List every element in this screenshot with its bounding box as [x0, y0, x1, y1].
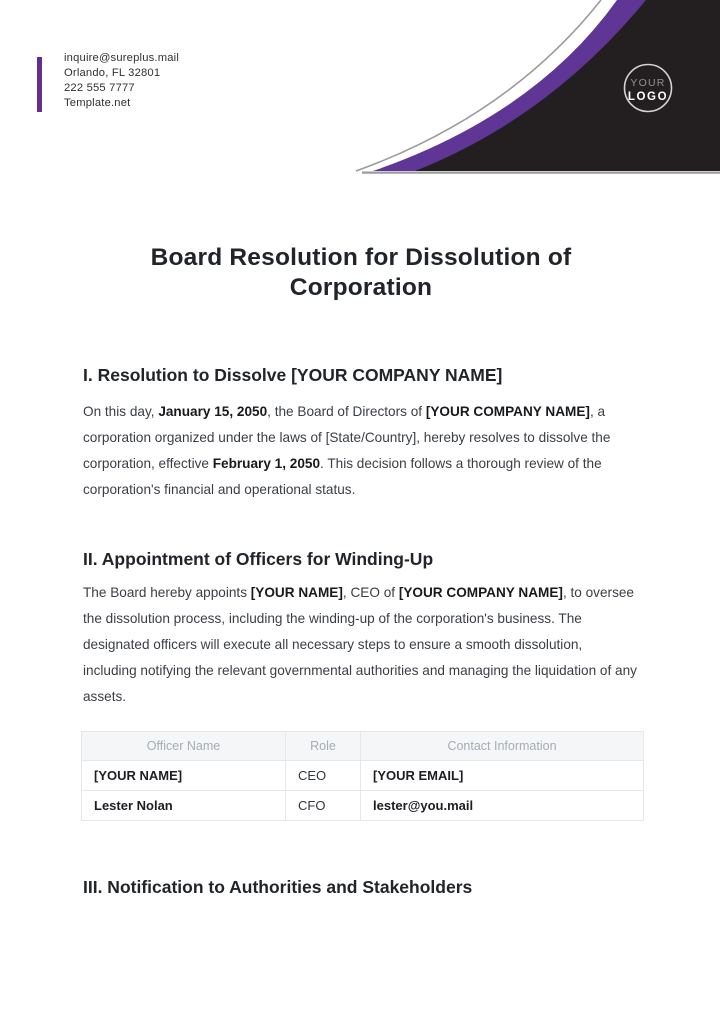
contact-phone: 222 555 7777 [64, 82, 135, 94]
section-1-heading: I. Resolution to Dissolve [YOUR COMPANY NAME] [83, 365, 503, 385]
contact-email: inquire@sureplus.mail [64, 52, 180, 64]
table-header-contact-information: Contact Information [361, 732, 644, 761]
table-row [82, 761, 644, 791]
section-2-paragraph: The Board hereby appoints [YOUR NAME], CEO of [YOUR COMPANY NAME], to oversee the dissolution process, including the winding-up of the corporation's business. The designated officers will execute all necessary steps to ensure a smooth dissolution, including notifying the relevant governmental authorities and managing the liquidation of any assets. [83, 585, 637, 704]
section-3-heading: III. Notification to Authorities and Stakeholders [83, 877, 473, 897]
table-header-officer-name: Officer Name [82, 732, 286, 761]
table-cell: CFO [286, 791, 361, 821]
table-cell: lester@you.mail [361, 791, 644, 821]
table-header-role: Role [286, 732, 361, 761]
logo-text-logo: LOGO [627, 91, 669, 103]
contact-address: Orlando, FL 32801 [64, 67, 161, 79]
table-cell: [YOUR NAME] [82, 761, 286, 791]
document-content [83, 0, 639, 898]
logo-text-your: YOUR [630, 77, 666, 89]
table-cell: [YOUR EMAIL] [361, 761, 644, 791]
contact-accent-bar [37, 57, 42, 112]
section-1-paragraph: On this day, January 15, 2050, the Board of Directors of [YOUR COMPANY NAME], a corporation organized under the laws of [State/Country], hereby resolves to dissolve the corporation, effective February 1, 2050. This decision follows a thorough review of the corporation's financial and operational status. [83, 404, 611, 497]
table-row [82, 791, 644, 821]
officers-table [81, 731, 644, 821]
table-cell: CEO [286, 761, 361, 791]
contact-website: Template.net [64, 97, 131, 109]
table-cell: Lester Nolan [82, 791, 286, 821]
section-2-heading: II. Appointment of Officers for Winding-Up [83, 549, 434, 569]
document-title: Board Resolution for Dissolution of Corporation [150, 244, 572, 301]
table-body [82, 761, 644, 821]
table-header-row [82, 732, 644, 761]
